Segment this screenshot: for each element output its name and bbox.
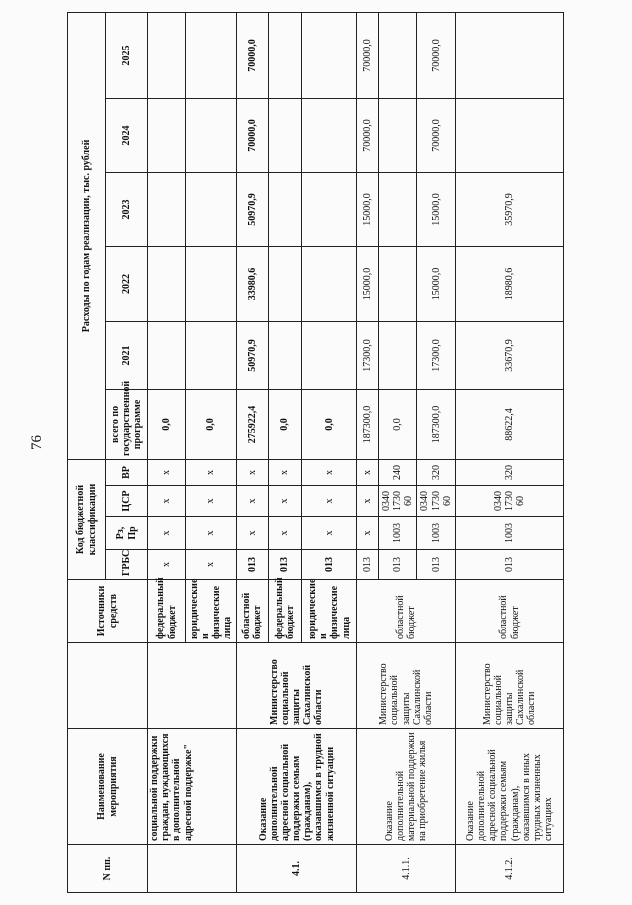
cell-2023: 15000,0 [357,172,378,246]
cell-csr: х [148,486,186,517]
header-2021: 2021 [106,321,148,389]
cell-2025 [268,12,302,98]
cell-vr: х [357,459,378,485]
cell-grbs: х [186,550,237,580]
header-executor [68,643,148,729]
cell-executor: Министерство социальной защиты Сахалинской области [357,643,456,729]
cell-name: Оказание дополнительной адресной социальной поддержки семьям (гражданам), оказавшимся в трудной жизненной ситуации [236,729,357,845]
header-code-group: Код бюджетной классификации [68,459,106,579]
header-total: всего по государственной программе [106,389,148,459]
header-csr: ЦСР [106,486,148,517]
header-name: Наименование мероприятия [68,729,148,845]
cell-total: 0,0 [302,389,357,459]
cell-n: 4.1. [236,845,357,893]
cell-2023: 15000,0 [417,172,456,246]
rotated-table-container [67,13,564,893]
cell-csr: 0340 1730 60 [456,486,564,517]
cell-2024: 70000,0 [417,98,456,172]
cell-csr: х [268,486,302,517]
cell-source: юридические и физические лица [186,580,237,643]
cell-grbs: 013 [302,550,357,580]
cell-2024: 70000,0 [236,98,268,172]
cell-total: 88622,4 [456,389,564,459]
cell-total: 0,0 [268,389,302,459]
cell-vr: х [302,459,357,485]
cell-2025 [378,12,417,98]
cell-total: 0,0 [148,389,186,459]
header-2025: 2025 [106,12,148,98]
cell-vr: х [186,459,237,485]
cell-n: 4.1.1. [357,845,456,893]
cell-rzpr: 1003 [456,517,564,550]
cell-total: 0,0 [378,389,417,459]
cell-source: федеральный бюджет [268,580,302,643]
cell-2021 [378,321,417,389]
cell-2024: 70000,0 [357,98,378,172]
cell-2023 [378,172,417,246]
cell-csr: 0340 1730 60 [378,486,417,517]
cell-rzpr: х [268,517,302,550]
cell-2025: 70000,0 [417,12,456,98]
cell-2023 [268,172,302,246]
cell-rzpr: 1003 [417,517,456,550]
cell-2023 [302,172,357,246]
cell-2024 [302,98,357,172]
cell-2021 [148,321,186,389]
cell-n: 4.1.2. [456,845,564,893]
header-2024: 2024 [106,98,148,172]
cell-2023: 50970,9 [236,172,268,246]
cell-source: федеральный бюджет [148,580,186,643]
cell-csr: х [236,486,268,517]
header-rzpr: Рз, Пр [106,517,148,550]
table-row [357,12,378,892]
cell-2021 [186,321,237,389]
header-2023: 2023 [106,172,148,246]
cell-2021 [302,321,357,389]
cell-csr: х [357,486,378,517]
cell-grbs: 013 [236,550,268,580]
cell-2025 [302,12,357,98]
cell-2023 [186,172,237,246]
cell-2022 [302,246,357,321]
cell-vr: 320 [417,459,456,485]
cell-2021 [268,321,302,389]
cell-2024 [268,98,302,172]
header-expenses-group: Расходы по годам реализации, тыс. рублей [68,12,106,459]
cell-rzpr: х [302,517,357,550]
cell-2022: 15000,0 [417,246,456,321]
cell-2021: 50970,9 [236,321,268,389]
cell-rzpr: х [186,517,237,550]
cell-2024 [378,98,417,172]
cell-2021: 17300,0 [417,321,456,389]
cell-2025: 70000,0 [236,12,268,98]
cell-2022 [378,246,417,321]
header-2022: 2022 [106,246,148,321]
cell-executor [148,643,237,729]
cell-grbs: 013 [417,550,456,580]
cell-vr: 240 [378,459,417,485]
cell-2024 [148,98,186,172]
table-row [148,12,186,892]
cell-total: 0,0 [186,389,237,459]
cell-2025: 70000,0 [357,12,378,98]
cell-2022: 15000,0 [357,246,378,321]
cell-source: юридические и физические лица [302,580,357,643]
cell-rzpr: х [357,517,378,550]
header-n: N пп. [68,845,148,893]
cell-csr: х [302,486,357,517]
cell-vr: х [148,459,186,485]
cell-grbs: 013 [378,550,417,580]
cell-csr: х [186,486,237,517]
cell-grbs: 013 [268,550,302,580]
cell-n [148,845,237,893]
cell-source: областной бюджет [456,580,564,643]
cell-2025 [148,12,186,98]
cell-2023: 35970,9 [456,172,564,246]
cell-rzpr: х [148,517,186,550]
cell-vr: х [268,459,302,485]
cell-2022: 18980,6 [456,246,564,321]
cell-rzpr: 1003 [378,517,417,550]
table-row [236,12,268,892]
cell-total: 275922,4 [236,389,268,459]
page-number: 76 [29,435,45,450]
cell-rzpr: х [236,517,268,550]
cell-2022 [186,246,237,321]
cell-2022 [148,246,186,321]
cell-csr: 0340 1730 60 [417,486,456,517]
cell-grbs: х [148,550,186,580]
cell-total: 187300,0 [417,389,456,459]
cell-2021: 33670,9 [456,321,564,389]
header-sources: Источники средств [68,580,148,643]
cell-name: Оказание дополнительной материальной поддержки на приобретение жилья [357,729,456,845]
cell-2023 [148,172,186,246]
table-row [456,12,564,892]
cell-source: областной бюджет [357,580,456,643]
cell-2022: 33980,6 [236,246,268,321]
cell-2024 [456,98,564,172]
cell-vr: х [236,459,268,485]
cell-source: областной бюджет [236,580,268,643]
cell-executor: Министерство социальной защиты Сахалинской области [456,643,564,729]
cell-grbs: 013 [456,550,564,580]
cell-total: 187300,0 [357,389,378,459]
header-vr: ВР [106,459,148,485]
cell-vr: 320 [456,459,564,485]
cell-2024 [186,98,237,172]
cell-grbs: 013 [357,550,378,580]
cell-2025 [186,12,237,98]
cell-2021: 17300,0 [357,321,378,389]
cell-name: Оказание дополнительной адресной социальной поддержки семьям (гражданам), оказавшимся в иных трудных жизненных ситуациях [456,729,564,845]
budget-table [67,12,564,893]
cell-2025 [456,12,564,98]
header-grbs: ГРБС [106,550,148,580]
cell-2022 [268,246,302,321]
cell-name: социальной поддержки граждан, нуждающихся в дополнительной адресной поддержке" [148,729,237,845]
cell-executor: Министерство социальной защиты Сахалинской области [236,643,357,729]
